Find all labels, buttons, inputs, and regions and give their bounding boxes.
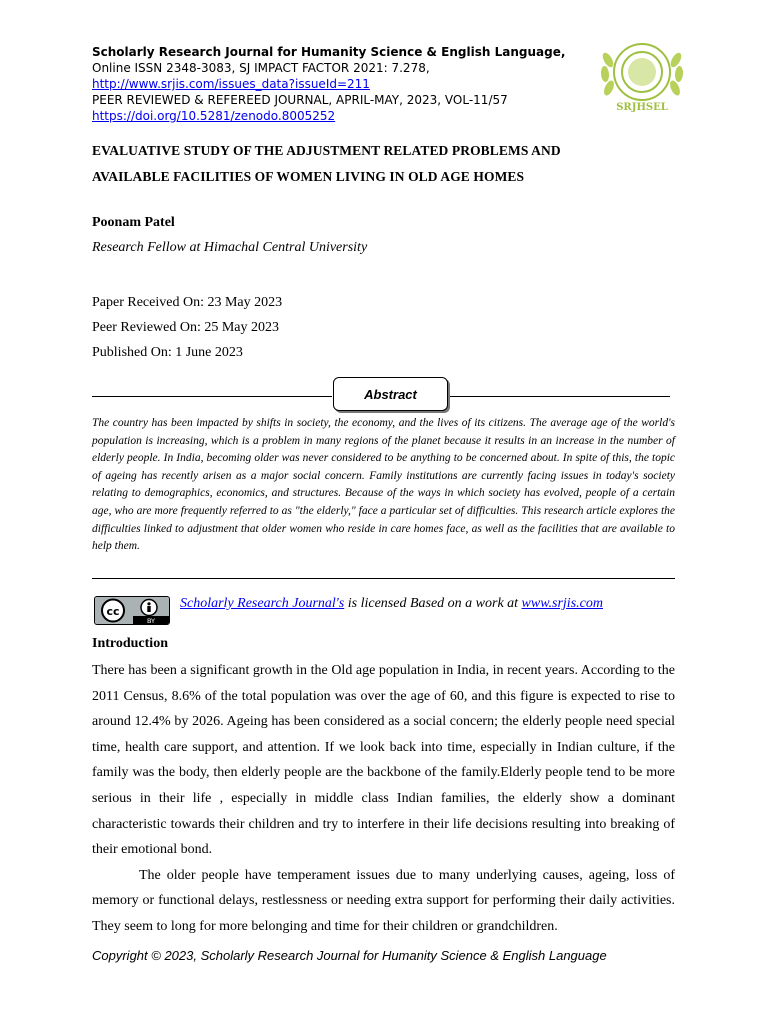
doi-link[interactable]: https://doi.org/10.5281/zenodo.8005252: [92, 109, 336, 123]
intro-paragraph-2: The older people have temperament issues due to many underlying causes, ageing, loss of memory or functional delays, restlessness or needing extra support for performing their daily activities. They seem to long for more belonging and time for their children or grandchildren.: [92, 867, 675, 934]
abstract-rule-left: [92, 396, 332, 397]
published-date: Published On: 1 June 2023: [92, 345, 243, 360]
received-date: Paper Received On: 23 May 2023: [92, 295, 283, 310]
publication-dates: [92, 290, 282, 365]
copyright-footer: Copyright © 2023, Scholarly Research Journal for Humanity Science & English Language: [92, 948, 607, 963]
introduction-body: [92, 658, 675, 940]
introduction-heading: Introduction: [92, 636, 168, 651]
abstract-text: The country has been impacted by shifts in society, the economy, and the lives of its citizens. The average age of the world's population is increasing, which is a problem in many regions of the planet because it results in an increase in the number of elderly people. In India, becoming older was never considered to be anything to be concerned about. In spite of this, the topic of ageing has recently arisen as a major social concern. Family institutions are currently facing issues in today's society relating to demographics, economics, and structures. Because of the ways in which society has evolved, people of a certain age, who are more frequently referred to as "the elderly," face a particular set of difficulties. This research article explores the difficulties linked to adjustment that older women who reside in care homes face, as well as the facilities that are available to help them.: [92, 417, 675, 553]
title-line-1: EVALUATIVE STUDY OF THE ADJUSTMENT RELATED PROBLEMS AND: [92, 143, 561, 158]
cc-by-label: BY: [146, 616, 156, 624]
issn-line: Online ISSN 2348-3083, SJ IMPACT FACTOR 2021: 7.278,: [92, 61, 430, 75]
abstract-heading: Abstract: [333, 377, 448, 411]
author-affiliation: Research Fellow at Himachal Central University: [92, 240, 368, 255]
reviewed-date: Peer Reviewed On: 25 May 2023: [92, 320, 280, 335]
journal-name: Scholarly Research Journal for Humanity Science & English Language,: [92, 45, 566, 59]
article-title: [92, 138, 682, 190]
journal-seal-logo: [594, 30, 690, 118]
issue-link[interactable]: http://www.srjis.com/issues_data?issueId=211: [92, 77, 370, 91]
license-statement: [180, 596, 603, 612]
license-middle-text: is licensed Based on a work at: [344, 596, 522, 611]
site-link[interactable]: www.srjis.com: [521, 596, 603, 611]
journal-license-link[interactable]: Scholarly Research Journal's: [180, 596, 345, 611]
author-name: Poonam Patel: [92, 215, 175, 230]
abstract-bottom-rule: [92, 578, 675, 579]
intro-paragraph-1: There has been a significant growth in the Old age population in India, in recent years. According to the 2011 Census, 8.6% of the total population was over the age of 60, and this figure is expected to rise to around 12.4% by 2026. Ageing has been considered as a social concern; the elderly people need special time, health care support, and attention. If we look back into time, especially in Indian culture, if the family was the body, then elderly people are the backbone of the family.Elderly people tend to be more serious in their life , especially in middle class Indian families, the elderly show a dominant characteristic towards their children and try to interfere in their life decisions resulting into breaking of their emotional bond.: [92, 663, 675, 858]
title-line-2: AVAILABLE FACILITIES OF WOMEN LIVING IN OLD AGE HOMES: [92, 169, 525, 184]
svg-text:cc: cc: [106, 605, 120, 618]
abstract-rule-right: [448, 396, 670, 397]
creative-commons-badge[interactable]: [94, 596, 170, 625]
journal-header: [92, 44, 592, 124]
peer-review-line: PEER REVIEWED & REFEREED JOURNAL, APRIL-MAY, 2023, VOL-11/57: [92, 93, 508, 107]
seal-text: SRJHSEL: [616, 102, 668, 113]
